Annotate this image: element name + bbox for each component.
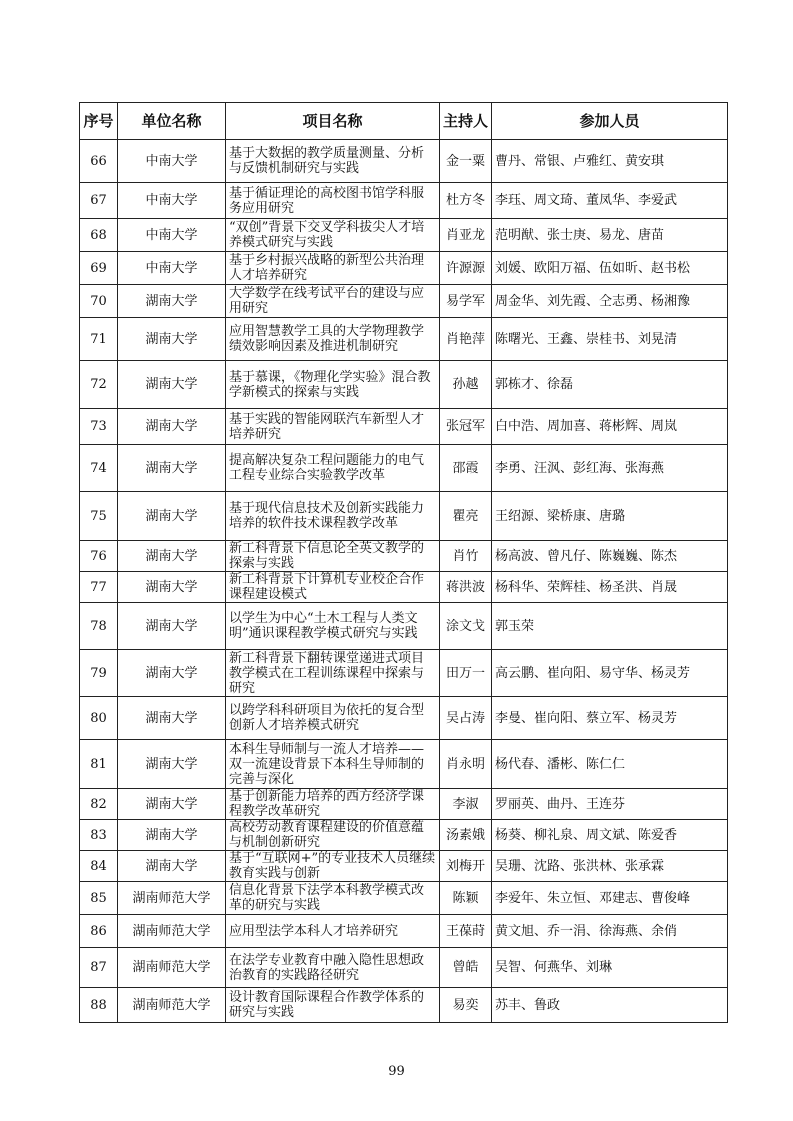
cell-project: 基于“互联网+”的专业技术人员继续教育实践与创新: [226, 851, 440, 882]
cell-members: 白中浩、周加喜、蒋彬辉、周岚: [492, 409, 728, 445]
cell-unit: 湖南大学: [118, 492, 226, 541]
cell-members: 罗丽英、曲丹、王连芬: [492, 789, 728, 820]
cell-host: 孙越: [440, 361, 492, 409]
cell-host: 肖竹: [440, 541, 492, 572]
cell-members: 刘媛、欧阳万福、伍如昕、赵书松: [492, 252, 728, 285]
cell-members: 陈曙光、王鑫、崇桂书、刘晃清: [492, 318, 728, 361]
cell-host: 肖永明: [440, 740, 492, 789]
page-number: 99: [388, 1064, 405, 1079]
cell-unit: 湖南大学: [118, 789, 226, 820]
cell-unit: 湖南大学: [118, 409, 226, 445]
cell-unit: 湖南大学: [118, 740, 226, 789]
cell-project: 应用智慧教学工具的大学物理教学绩效影响因素及推进机制研究: [226, 318, 440, 361]
cell-project: 设计教育国际课程合作教学体系的研究与实践: [226, 988, 440, 1023]
cell-host: 涂文戈: [440, 603, 492, 650]
cell-seq: 72: [80, 361, 118, 409]
cell-seq: 87: [80, 948, 118, 988]
cell-unit: 湖南大学: [118, 285, 226, 318]
cell-members: 苏丰、鲁政: [492, 988, 728, 1023]
cell-members: 李珏、周文琦、董凤华、李爱武: [492, 183, 728, 219]
cell-unit: 湖南师范大学: [118, 915, 226, 948]
cell-project: 应用型法学本科人才培养研究: [226, 915, 440, 948]
cell-seq: 75: [80, 492, 118, 541]
cell-project: 新工科背景下信息论全英文教学的探索与实践: [226, 541, 440, 572]
cell-project: 以跨学科科研项目为依托的复合型创新人才培养模式研究: [226, 697, 440, 740]
cell-host: 曾皓: [440, 948, 492, 988]
cell-seq: 86: [80, 915, 118, 948]
cell-seq: 79: [80, 650, 118, 697]
cell-unit: 湖南大学: [118, 851, 226, 882]
table-row: [80, 252, 728, 285]
cell-seq: 69: [80, 252, 118, 285]
cell-project: 大学数学在线考试平台的建设与应用研究: [226, 285, 440, 318]
cell-project: “双创”背景下交叉学科拔尖人才培养模式研究与实践: [226, 219, 440, 252]
table-row: [80, 820, 728, 851]
cell-project: 新工科背景下计算机专业校企合作课程建设模式: [226, 572, 440, 603]
cell-seq: 82: [80, 789, 118, 820]
table-row: [80, 572, 728, 603]
cell-unit: 湖南大学: [118, 650, 226, 697]
table-row: [80, 183, 728, 219]
header-project: 项目名称: [226, 103, 440, 140]
cell-project: 基于大数据的教学质量测量、分析与反馈机制研究与实践: [226, 140, 440, 183]
cell-seq: 83: [80, 820, 118, 851]
cell-members: 高云鹏、崔向阳、易守华、杨灵芳: [492, 650, 728, 697]
cell-seq: 67: [80, 183, 118, 219]
cell-members: 吴智、何燕华、刘琳: [492, 948, 728, 988]
cell-unit: 湖南大学: [118, 697, 226, 740]
table-row: [80, 285, 728, 318]
table-row: [80, 789, 728, 820]
table-row: [80, 445, 728, 492]
cell-members: 吴珊、沈路、张洪林、张承霖: [492, 851, 728, 882]
cell-seq: 76: [80, 541, 118, 572]
header-members: 参加人员: [492, 103, 728, 140]
cell-seq: 77: [80, 572, 118, 603]
cell-members: 李曼、崔向阳、蔡立军、杨灵芳: [492, 697, 728, 740]
cell-project: 基于循证理论的高校图书馆学科服务应用研究: [226, 183, 440, 219]
cell-members: 黄文旭、乔一涓、徐海燕、余俏: [492, 915, 728, 948]
cell-project: 本科生导师制与一流人才培养——双一流建设背景下本科生导师制的完善与深化: [226, 740, 440, 789]
cell-project: 基于创新能力培养的西方经济学课程教学改革研究: [226, 789, 440, 820]
cell-host: 田万一: [440, 650, 492, 697]
cell-seq: 70: [80, 285, 118, 318]
cell-seq: 85: [80, 882, 118, 915]
cell-members: 杨葵、柳礼泉、周文斌、陈爱香: [492, 820, 728, 851]
header-unit: 单位名称: [118, 103, 226, 140]
table-row: [80, 882, 728, 915]
cell-host: 吴占涛: [440, 697, 492, 740]
cell-unit: 湖南大学: [118, 820, 226, 851]
table-row: [80, 851, 728, 882]
cell-members: 杨高波、曾凡仔、陈巍巍、陈杰: [492, 541, 728, 572]
cell-members: 王绍源、梁桥康、唐璐: [492, 492, 728, 541]
cell-seq: 71: [80, 318, 118, 361]
cell-seq: 66: [80, 140, 118, 183]
cell-host: 许源源: [440, 252, 492, 285]
cell-project: 以学生为中心“土木工程与人类文明”通识课程教学模式研究与实践: [226, 603, 440, 650]
cell-project: 基于实践的智能网联汽车新型人才培养研究: [226, 409, 440, 445]
cell-host: 杜方冬: [440, 183, 492, 219]
cell-host: 汤素娥: [440, 820, 492, 851]
table-row: [80, 603, 728, 650]
cell-project: 高校劳动教育课程建设的价值意蕴与机制创新研究: [226, 820, 440, 851]
cell-members: 杨代春、潘彬、陈仁仁: [492, 740, 728, 789]
cell-unit: 湖南大学: [118, 318, 226, 361]
cell-seq: 73: [80, 409, 118, 445]
cell-host: 易学军: [440, 285, 492, 318]
cell-unit: 湖南师范大学: [118, 948, 226, 988]
cell-project: 提高解决复杂工程问题能力的电气工程专业综合实验教学改革: [226, 445, 440, 492]
cell-seq: 80: [80, 697, 118, 740]
cell-host: 肖艳萍: [440, 318, 492, 361]
cell-host: 易奕: [440, 988, 492, 1023]
table-row: [80, 740, 728, 789]
cell-seq: 74: [80, 445, 118, 492]
table-row: [80, 318, 728, 361]
cell-project: 基于慕课，《物理化学实验》混合教学新模式的探索与实践: [226, 361, 440, 409]
table-row: [80, 361, 728, 409]
cell-project: 信息化背景下法学本科教学模式改革的研究与实践: [226, 882, 440, 915]
header-seq: 序号: [80, 103, 118, 140]
cell-host: 陈颖: [440, 882, 492, 915]
table-row: [80, 492, 728, 541]
cell-host: 刘梅开: [440, 851, 492, 882]
cell-host: 邵霞: [440, 445, 492, 492]
cell-host: 李淑: [440, 789, 492, 820]
table-row: [80, 915, 728, 948]
cell-members: 曹丹、常银、卢雅红、黄安琪: [492, 140, 728, 183]
cell-seq: 88: [80, 988, 118, 1023]
cell-host: 肖亚龙: [440, 219, 492, 252]
cell-host: 张冠军: [440, 409, 492, 445]
cell-host: 蒋洪波: [440, 572, 492, 603]
table-row: [80, 697, 728, 740]
header-row: [80, 103, 728, 140]
cell-unit: 中南大学: [118, 140, 226, 183]
cell-host: 金一粟: [440, 140, 492, 183]
cell-seq: 68: [80, 219, 118, 252]
table-row: [80, 948, 728, 988]
cell-project: 基于乡村振兴战略的新型公共治理人才培养研究: [226, 252, 440, 285]
cell-members: 郭栋才、徐磊: [492, 361, 728, 409]
cell-members: 李勇、汪沨、彭红海、张海燕: [492, 445, 728, 492]
cell-members: 范明猷、张士庚、易龙、唐苗: [492, 219, 728, 252]
cell-unit: 湖南大学: [118, 541, 226, 572]
table-row: [80, 988, 728, 1023]
cell-unit: 中南大学: [118, 183, 226, 219]
cell-seq: 81: [80, 740, 118, 789]
cell-project: 在法学专业教育中融入隐性思想政治教育的实践路径研究: [226, 948, 440, 988]
table-row: [80, 140, 728, 183]
header-host: 主持人: [440, 103, 492, 140]
cell-unit: 中南大学: [118, 252, 226, 285]
cell-members: 周金华、刘先霞、仝志勇、杨湘豫: [492, 285, 728, 318]
cell-members: 郭玉荣: [492, 603, 728, 650]
project-table: [79, 102, 728, 1023]
cell-unit: 湖南大学: [118, 603, 226, 650]
cell-seq: 84: [80, 851, 118, 882]
table-row: [80, 541, 728, 572]
cell-project: 新工科背景下翻转课堂递进式项目教学模式在工程训练课程中探索与研究: [226, 650, 440, 697]
cell-members: 杨科华、荣辉桂、杨圣洪、肖晟: [492, 572, 728, 603]
cell-unit: 湖南大学: [118, 445, 226, 492]
cell-host: 王葆莳: [440, 915, 492, 948]
cell-host: 瞿亮: [440, 492, 492, 541]
cell-seq: 78: [80, 603, 118, 650]
cell-unit: 湖南师范大学: [118, 882, 226, 915]
cell-members: 李爱年、朱立恒、邓建志、曹俊峰: [492, 882, 728, 915]
cell-project: 基于现代信息技术及创新实践能力培养的软件技术课程教学改革: [226, 492, 440, 541]
cell-unit: 中南大学: [118, 219, 226, 252]
cell-unit: 湖南师范大学: [118, 988, 226, 1023]
cell-unit: 湖南大学: [118, 361, 226, 409]
table-row: [80, 219, 728, 252]
table-row: [80, 409, 728, 445]
cell-unit: 湖南大学: [118, 572, 226, 603]
table-row: [80, 650, 728, 697]
